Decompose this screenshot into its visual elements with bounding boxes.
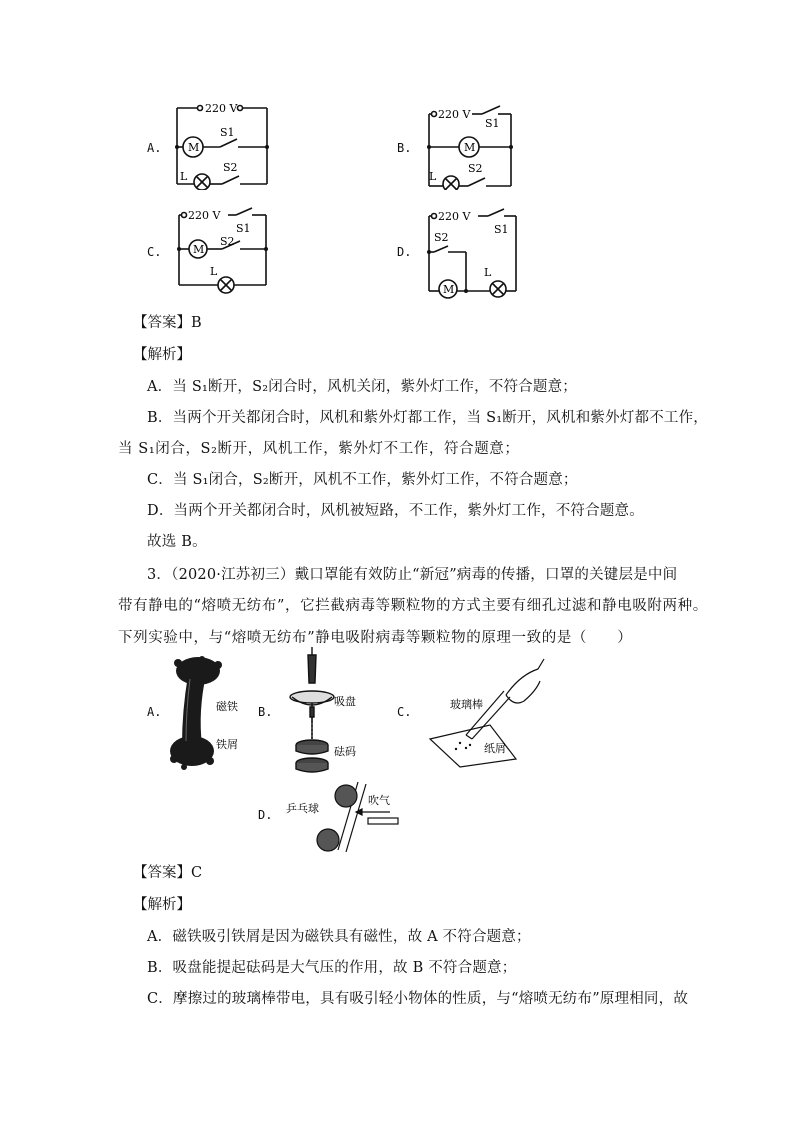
weights-label: 砝码	[334, 745, 356, 758]
switch1-label: S1	[220, 126, 235, 139]
switch1-label: S1	[485, 117, 500, 130]
paper-scraps-label: 纸屑	[484, 742, 506, 755]
switch2-label: S2	[468, 162, 483, 175]
analysis-2-line: C．摩擦过的玻璃棒带电，具有吸引轻小物体的性质，与“熔喷无纺布”原理相同，故	[147, 991, 689, 1007]
motor-label: M	[464, 141, 476, 154]
switch2-label: S2	[434, 231, 449, 244]
voltage-label: 220 V	[205, 102, 238, 115]
lamp-label: L	[429, 170, 437, 183]
answer-1: 【答案】B	[133, 315, 202, 331]
analysis-1-line: B．当两个开关都闭合时，风机和紫外灯都工作，当 S₁断开，风机和紫外灯都不工作，	[147, 410, 709, 426]
suction-cup-illustration	[282, 645, 377, 773]
analysis-2-line: B．吸盘能提起砝码是大气压的作用，故 B 不符合题意；	[147, 960, 517, 976]
motor-label: M	[443, 283, 455, 296]
magnet-label: 磁铁	[216, 700, 238, 713]
voltage-label: 220 V	[188, 209, 221, 222]
analysis-2-line: A．磁铁吸引铁屑是因为磁铁具有磁性，故 A 不符合题意；	[147, 929, 531, 945]
switch2-label: S2	[220, 235, 235, 248]
option-b-label: B.	[258, 705, 273, 719]
voltage-label: 220 V	[438, 210, 471, 223]
analysis-1-line: D．当两个开关都闭合时，风机被短路，不工作，紫外灯工作，不符合题意。	[147, 503, 644, 519]
voltage-label: 220 V	[438, 108, 471, 121]
option-a-label: A.	[147, 705, 162, 719]
analysis-1-heading: 【解析】	[133, 347, 191, 363]
magnet-illustration	[162, 655, 252, 770]
switch1-label: S1	[236, 222, 251, 235]
motor-label: M	[193, 243, 205, 256]
switch1-label: S1	[494, 223, 509, 236]
blow-label: 吹气	[368, 794, 390, 807]
option-c-label: C.	[397, 705, 412, 719]
option-b-label: B.	[397, 141, 412, 155]
question-3-line: 带有静电的“熔喷无纺布”，它拦截病毒等颗粒物的方式主要有细孔过滤和静电吸附两种。	[118, 598, 708, 614]
analysis-1-line: A．当 S₁断开，S₂闭合时，风机关闭，紫外灯工作，不符合题意；	[147, 379, 577, 395]
analysis-1-line: C．当 S₁闭合，S₂断开，风机不工作，紫外灯工作，不符合题意；	[147, 472, 578, 488]
option-a-label: A.	[147, 141, 162, 155]
answer-2: 【答案】C	[133, 865, 203, 881]
glass-rod-illustration	[420, 655, 550, 770]
option-d-label: D.	[397, 245, 412, 259]
ping-pong-label: 乒乓球	[286, 802, 319, 815]
question-3-line: 3．（2020·江苏初三）戴口罩能有效防止“新冠”病毒的传播，口罩的关键层是中间	[147, 567, 678, 583]
lamp-label: L	[180, 170, 188, 183]
iron-filings-label: 铁屑	[216, 738, 238, 751]
circuit-d-diagram	[420, 205, 525, 300]
circuit-a-diagram	[170, 100, 275, 190]
question-3-line: 下列实验中，与“熔喷无纺布”静电吸附病毒等颗粒物的原理一致的是（ ）	[118, 630, 633, 646]
analysis-1-line: 故选 B。	[147, 534, 207, 550]
lamp-label: L	[484, 266, 492, 279]
ping-pong-illustration	[286, 778, 406, 856]
glass-rod-label: 玻璃棒	[450, 698, 483, 711]
circuit-c-diagram	[170, 205, 275, 295]
motor-label: M	[188, 141, 200, 154]
option-c-label: C.	[147, 245, 162, 259]
option-d-label: D.	[258, 808, 273, 822]
lamp-label: L	[210, 265, 218, 278]
suction-cup-label: 吸盘	[334, 695, 356, 708]
switch2-label: S2	[223, 161, 238, 174]
analysis-2-heading: 【解析】	[133, 897, 191, 913]
circuit-b-diagram	[420, 100, 520, 190]
analysis-1-line: 当 S₁闭合，S₂断开，风机工作，紫外灯不工作，符合题意；	[118, 441, 520, 457]
